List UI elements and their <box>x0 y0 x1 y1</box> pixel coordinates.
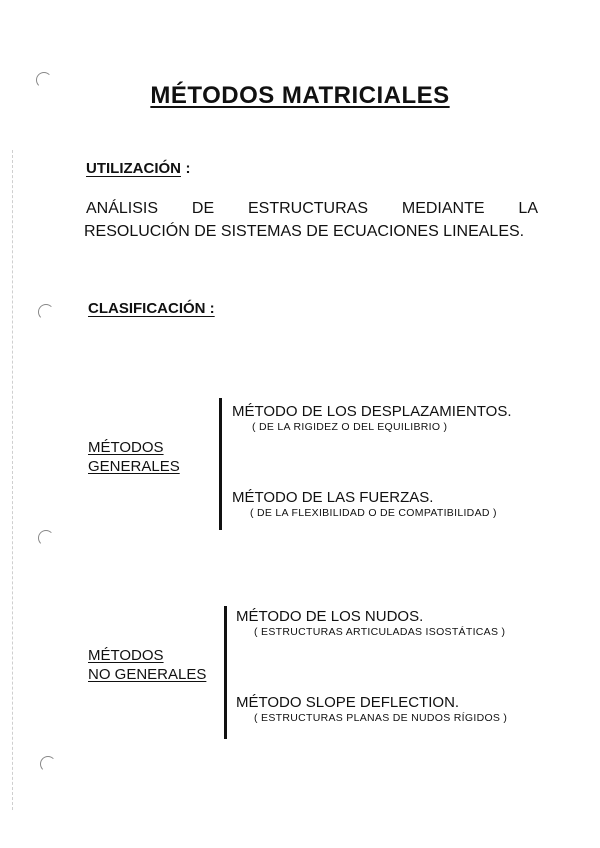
punch-hole-mark <box>40 756 56 772</box>
clasificacion-heading: CLASIFICACIÓN : <box>88 300 215 317</box>
utilizacion-colon: : <box>185 160 191 177</box>
method-name: MÉTODO DE LAS FUERZAS. <box>232 489 434 506</box>
method-note: ( ESTRUCTURAS ARTICULADAS ISOSTÁTICAS ) <box>254 626 506 638</box>
group-label-line-2: GENERALES <box>88 458 180 475</box>
page-title <box>0 82 600 110</box>
method-item <box>232 403 512 433</box>
method-note: ( DE LA RIGIDEZ O DEL EQUILIBRIO ) <box>252 421 448 433</box>
method-item <box>236 694 507 724</box>
bracket-generales <box>219 398 222 530</box>
bracket-no-generales <box>224 606 227 739</box>
group-label-line-1: MÉTODOS <box>88 647 164 664</box>
margin-fold-line <box>12 150 14 810</box>
group-label-no-generales <box>88 646 206 684</box>
method-note: ( ESTRUCTURAS PLANAS DE NUDOS RÍGIDOS ) <box>254 712 508 724</box>
method-name: MÉTODO DE LOS NUDOS. <box>236 608 424 625</box>
utilizacion-text-line-1: ANÁLISIS DE ESTRUCTURAS MEDIANTE LA <box>86 200 538 217</box>
group-label-generales <box>88 438 180 476</box>
group-label-line-1: MÉTODOS <box>88 439 164 456</box>
method-name: MÉTODO SLOPE DEFLECTION. <box>236 694 460 711</box>
utilizacion-heading: UTILIZACIÓN <box>86 160 181 177</box>
group-label-line-2: NO GENERALES <box>88 666 207 683</box>
method-name: MÉTODO DE LOS DESPLAZAMIENTOS. <box>232 403 512 420</box>
punch-hole-mark <box>38 530 54 546</box>
method-note: ( DE LA FLEXIBILIDAD O DE COMPATIBILIDAD ) <box>250 507 497 519</box>
utilizacion-text-line-2: RESOLUCIÓN DE SISTEMAS DE ECUACIONES LINEALES. <box>84 223 525 240</box>
method-item <box>232 489 497 519</box>
page-title-text: MÉTODOS MATRICIALES <box>150 82 450 109</box>
utilizacion-heading-row <box>86 160 190 178</box>
punch-hole-mark <box>38 304 54 320</box>
method-item <box>236 608 505 638</box>
